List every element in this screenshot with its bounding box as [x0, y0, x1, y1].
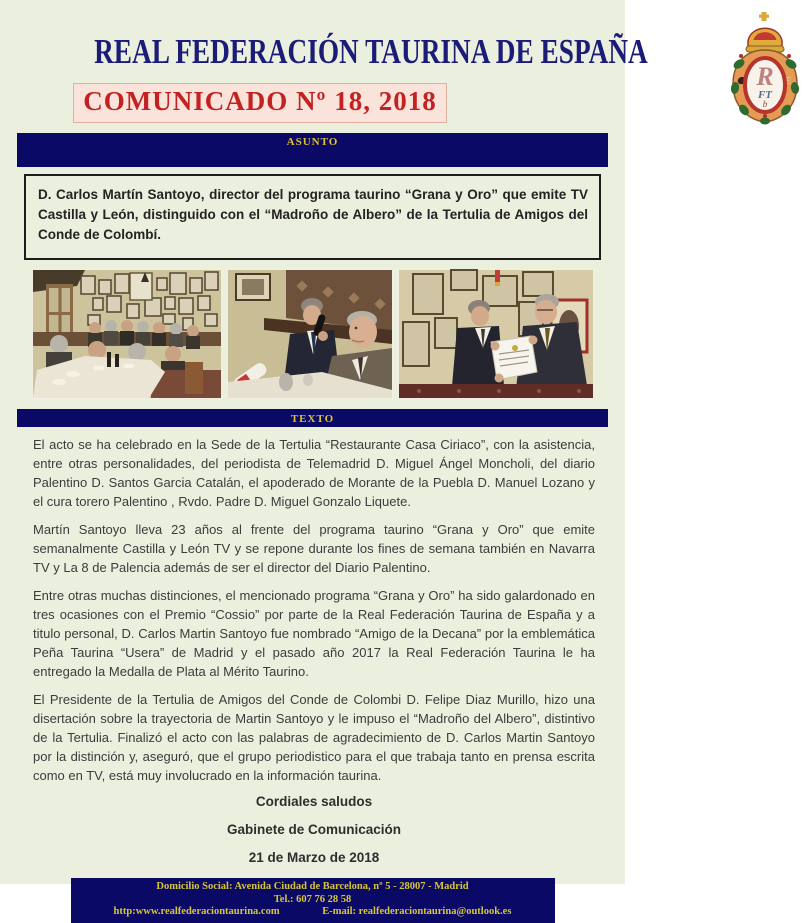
footer-website-link[interactable]: http:www.realfederaciontaurina.com [113, 906, 280, 917]
asunto-bar [17, 133, 608, 167]
body-text [33, 435, 595, 865]
svg-text:R: R [756, 62, 774, 91]
madrono-presentation-photo [398, 269, 594, 399]
footer-bar [71, 878, 555, 923]
texto-bar-label: TEXTO [290, 413, 335, 425]
comunicado-title-box [73, 83, 447, 123]
svg-text:E: E [784, 76, 791, 87]
footer-email-link[interactable]: E-mail: realfederaciontaurina@outlook.es [322, 906, 512, 917]
footer-phone: Tel.: 607 76 28 58 [273, 893, 352, 905]
subject-box [24, 174, 601, 260]
body-paragraph-2: Martín Santoyo lleva 23 años al frente del programa taurino “Grana y Oro” que emite semanalmente Castilla y León TV y se repone durante los fines de semana también en Navarra TV y La 8 de Palencia además de ser el director del Diario Palentino. [33, 522, 595, 575]
footer-links [71, 906, 555, 919]
luncheon-dining-room-photo [32, 269, 222, 399]
texto-bar [17, 409, 608, 427]
rfte-crest-icon [726, 10, 802, 131]
body-paragraph-4: El Presidente de la Tertulia de Amigos del Conde de Colombi D. Felipe Diaz Murillo, hizo una disertación sobre la trayectoria de Martin Santoyo y le impuso el “Madroño del Albero”, distintivo de la Tertulia. Finalizó el acto con las palabras de agradecimiento de D. Carlos Martin Santoyo por la distinción y, aseguró, que el grupo periodistico para el que trabaja tanto en prensa escrita como en TV, está muy involucrado en la información taurina. [33, 692, 595, 783]
closing-block [33, 794, 595, 865]
photo-strip [0, 269, 625, 399]
comunicado-title: COMUNICADO Nº 18, 2018 [83, 86, 437, 116]
closing-department: Gabinete de Comunicación [226, 822, 402, 837]
masthead [0, 0, 791, 131]
org-title: REAL FEDERACIÓN TAURINA DE ESPAÑA [94, 32, 648, 71]
body-paragraph-1: El acto se ha celebrado en la Sede de la Tertulia “Restaurante Casa Ciriaco”, con la asistencia, entre otras personalidades, del periodista de Telemadrid D. Miguel Ángel Moncholi, del diario Palentino D. Santos Garcia Catalán, el apoderado de Morante de la Puebla D. Manuel Lozano y el cura torero Palentino , Rvdo. Padre D. Miguel Gonzalo Liquete. [33, 437, 595, 509]
closing-salutation: Cordiales saludos [255, 794, 373, 809]
speaker-with-microphone-photo [227, 269, 393, 399]
svg-text:FT: FT [757, 89, 772, 101]
svg-text:b: b [762, 99, 768, 109]
footer-address: Domicilio Social: Avenida Ciudad de Barcelona, nº 5 - 28007 - Madrid [156, 881, 469, 892]
closing-date: 21 de Marzo de 2018 [248, 850, 380, 865]
subject-text: D. Carlos Martín Santoyo, director del programa taurino “Grana y Oro” que emite TV Castilla y León, distinguido con el “Madroño de Albero” de la Tertulia de Amigos del Conde de Colombí. [38, 187, 588, 242]
body-paragraph-3: Entre otras muchas distinciones, el mencionado programa “Grana y Oro” ha sido galardonado en tres ocasiones con el Premio “Cossio” por parte de la Real Federación Taurina de España y a titulo personal, D. Carlos Martin Santoyo fue nombrado “Amigo de la Decana” por la emblemática Peña Taurina “Usera” de Madrid y el pasado año 2017 la Real Federación Taurina le ha entregado la Medalla de Plata al Mérito Taurino. [33, 588, 595, 679]
asunto-bar-label: ASUNTO [286, 136, 339, 148]
